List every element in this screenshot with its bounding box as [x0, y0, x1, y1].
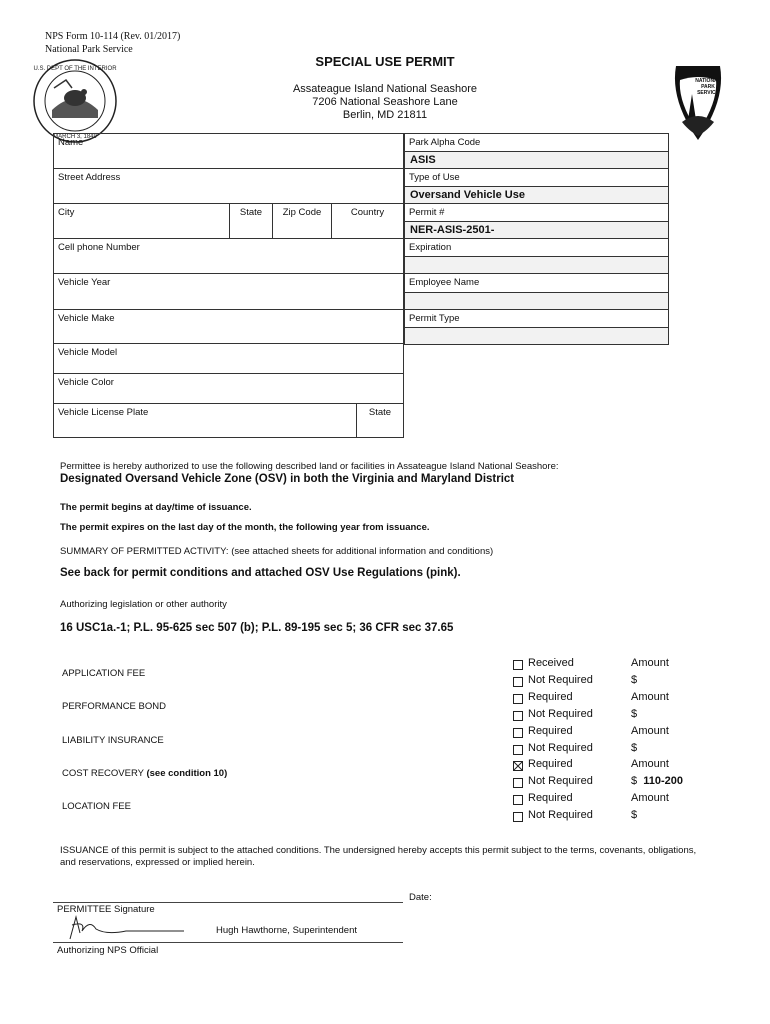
vehicle-year-field[interactable] [53, 273, 404, 310]
not-required-label: Not Required [528, 742, 593, 754]
city-field[interactable] [53, 203, 230, 239]
employee-name-field[interactable] [404, 292, 669, 310]
form-number: NPS Form 10-114 (Rev. 01/2017) [45, 31, 181, 42]
not-required-label: Not Required [528, 708, 593, 720]
application-not-required-checkbox[interactable] [513, 677, 523, 687]
street-address-label: Street Address [58, 172, 121, 183]
cell-phone-label: Cell phone Number [58, 242, 140, 253]
vehicle-make-label: Vehicle Make [58, 313, 115, 324]
amount-label: Amount [631, 792, 669, 804]
address-line-2: 7206 National Seashore Lane [312, 96, 458, 108]
alpha-code-label: Park Alpha Code [409, 137, 481, 148]
amount-label: Amount [631, 758, 669, 770]
svg-text:NATIONAL: NATIONAL [695, 78, 721, 84]
expiration-field[interactable] [404, 256, 669, 274]
plate-state-label: State [368, 407, 392, 418]
svg-text:SERVICE: SERVICE [697, 90, 719, 96]
required-label: Required [528, 758, 573, 770]
authorization-text: Permittee is hereby authorized to use the following described land or facilities in Assateague Island National Seashore: [60, 461, 559, 472]
type-of-use-label: Type of Use [409, 172, 460, 183]
performance-bond-label: PERFORMANCE BOND [62, 701, 166, 712]
alpha-code-field[interactable] [404, 151, 669, 169]
bond-not-required-checkbox[interactable] [513, 711, 523, 721]
zip-field[interactable] [272, 203, 332, 239]
plate-state-field[interactable] [356, 403, 404, 438]
required-label: Required [528, 725, 573, 737]
license-plate-label: Vehicle License Plate [58, 407, 149, 418]
authority-label: Authorizing legislation or other authority [60, 599, 227, 610]
amount-value: $ [631, 809, 638, 821]
expiration-label-cell [404, 238, 669, 257]
permitted-zone: Designated Oversand Vehicle Zone (OSV) in both the Virginia and Maryland District [60, 473, 515, 485]
permit-number-label: Permit # [409, 207, 445, 218]
vehicle-model-field[interactable] [53, 343, 404, 374]
vehicle-color-field[interactable] [53, 373, 404, 404]
street-address-field[interactable] [53, 168, 404, 204]
application-fee-label: APPLICATION FEE [62, 668, 146, 679]
type-of-use-label-cell [404, 168, 669, 187]
state-label: State [239, 207, 263, 218]
permit-begins-text: The permit begins at day/time of issuance. [60, 502, 252, 513]
amount-label: Amount [631, 725, 669, 737]
permit-type-label: Permit Type [409, 313, 460, 324]
permit-number-label-cell [404, 203, 669, 222]
required-label: Required [528, 691, 573, 703]
cost-recovery-label: COST RECOVERY (see condition 10) [62, 768, 228, 779]
cost-recovery-required-checkbox[interactable] [513, 761, 523, 771]
insurance-not-required-checkbox[interactable] [513, 745, 523, 755]
not-required-label: Not Required [528, 674, 593, 686]
not-required-label: Not Required [528, 809, 593, 821]
country-label: Country [350, 207, 385, 218]
page-title: SPECIAL USE PERMIT [315, 54, 455, 69]
permit-number-field[interactable] [404, 221, 669, 239]
alpha-code-value: ASIS [410, 154, 436, 166]
state-field[interactable] [229, 203, 273, 239]
bond-required-checkbox[interactable] [513, 694, 523, 704]
location-fee-label: LOCATION FEE [62, 801, 131, 812]
vehicle-model-label: Vehicle Model [58, 347, 118, 358]
cost-recovery-not-required-checkbox[interactable] [513, 778, 523, 788]
summary-label: SUMMARY OF PERMITTED ACTIVITY: (see attached sheets for additional information and conditions) [60, 546, 494, 557]
alpha-code-label-cell [404, 133, 669, 152]
date-label: Date: [409, 892, 432, 903]
official-name: Hugh Hawthorne, Superintendent [216, 925, 358, 936]
city-label: City [58, 207, 75, 218]
svg-text:MARCH 3, 1849: MARCH 3, 1849 [53, 134, 97, 140]
permit-number-value: NER-ASIS-2501- [410, 224, 495, 236]
issuance-text: ISSUANCE of this permit is subject to the attached conditions. The undersigned hereby accepts this permit subject to the terms, covenants, obligations, and reservations, expressed or implied herein. [60, 845, 697, 868]
employee-name-label: Employee Name [409, 277, 480, 288]
expiration-label: Expiration [409, 242, 452, 253]
checked-x-icon [514, 762, 522, 770]
amount-value: $ [631, 742, 638, 754]
official-label: Authorizing NPS Official [57, 945, 159, 956]
received-checkbox[interactable] [513, 660, 523, 670]
type-of-use-value: Oversand Vehicle Use [410, 189, 525, 201]
zip-label: Zip Code [282, 207, 322, 218]
address-line-3: Berlin, MD 21811 [342, 109, 428, 121]
permit-type-label-cell [404, 309, 669, 328]
permittee-signature-line[interactable] [53, 902, 403, 903]
name-label: Name [58, 137, 84, 148]
amount-label: Amount [631, 691, 669, 703]
permittee-signature-label: PERMITTEE Signature [57, 904, 155, 915]
vehicle-year-label: Vehicle Year [58, 277, 111, 288]
received-label: Received [528, 657, 574, 669]
name-field[interactable] [53, 133, 404, 169]
see-back-text: See back for permit conditions and attached OSV Use Regulations (pink). [60, 567, 461, 579]
required-label: Required [528, 792, 573, 804]
amount-value: $ [631, 708, 638, 720]
cell-phone-field[interactable] [53, 238, 404, 274]
not-required-label: Not Required [528, 775, 593, 787]
permit-type-field[interactable] [404, 327, 669, 345]
employee-name-label-cell [404, 273, 669, 293]
license-plate-field[interactable] [53, 403, 357, 438]
form-header [45, 30, 180, 56]
vehicle-make-field[interactable] [53, 309, 404, 344]
svg-text:U.S. DEPT OF THE INTERIOR: U.S. DEPT OF THE INTERIOR [33, 66, 117, 72]
insurance-required-checkbox[interactable] [513, 728, 523, 738]
svg-text:PARK: PARK [701, 84, 715, 90]
agency-name: National Park Service [45, 44, 133, 55]
address-line-1: Assateague Island National Seashore [292, 83, 478, 95]
country-field[interactable] [331, 203, 404, 239]
liability-insurance-label: LIABILITY INSURANCE [62, 735, 164, 746]
permit-expires-text: The permit expires on the last day of the month, the following year from issuance. [60, 522, 430, 533]
vehicle-color-label: Vehicle Color [58, 377, 114, 388]
amount-label: Amount [631, 657, 669, 669]
location-required-checkbox[interactable] [513, 795, 523, 805]
cost-recovery-amount: $ 110-200 [631, 775, 684, 787]
amount-value: $ [631, 674, 638, 686]
location-not-required-checkbox[interactable] [513, 812, 523, 822]
official-signature-line [53, 942, 403, 943]
type-of-use-field[interactable] [404, 186, 669, 204]
authority-value: 16 USC1a.-1; P.L. 95-625 sec 507 (b); P.L. 89-195 sec 5; 36 CFR sec 37.65 [60, 622, 454, 634]
